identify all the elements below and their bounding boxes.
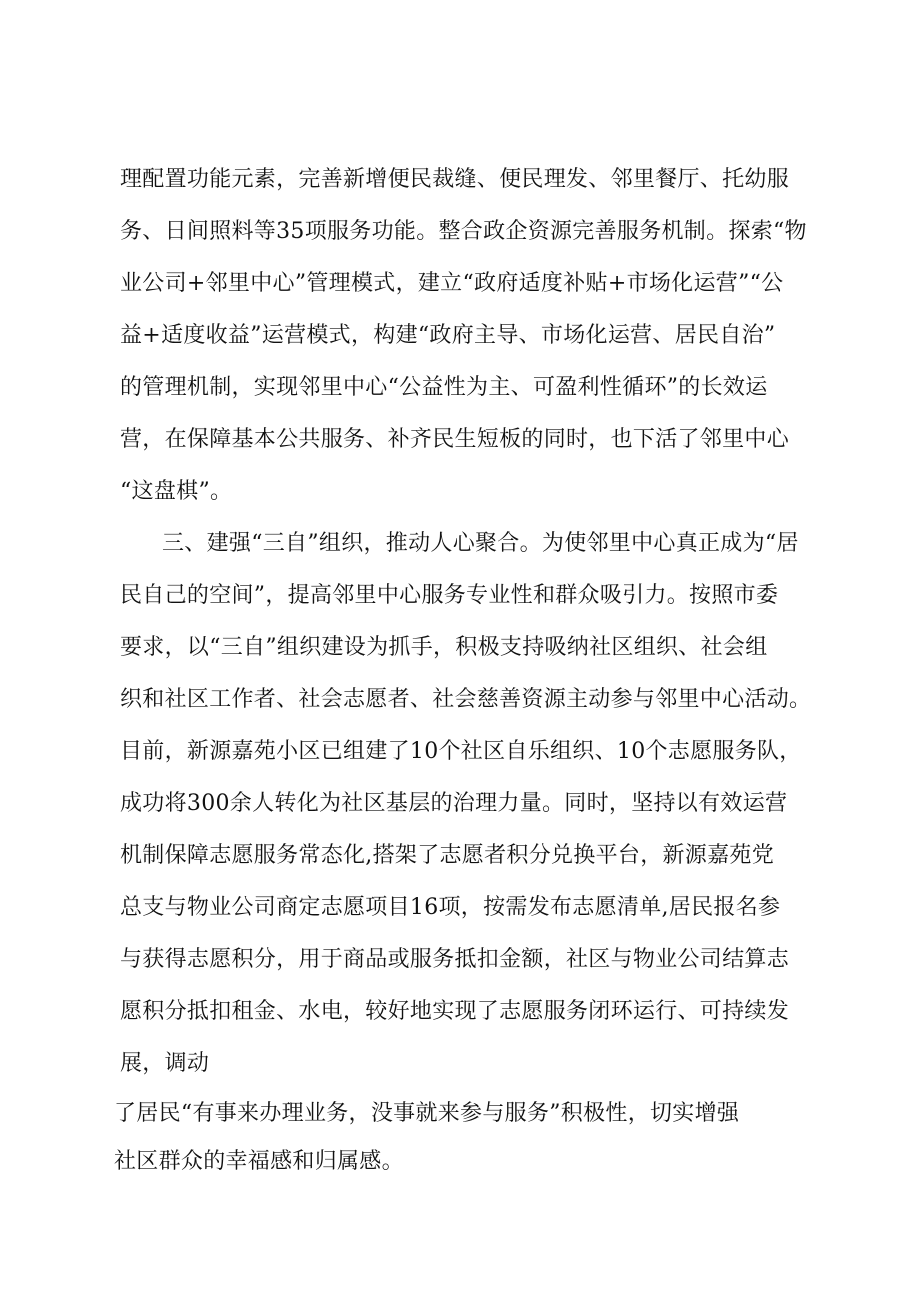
- paragraph-2-line-2: 民自己的空间”，提高邻里中心服务专业性和群众吸引力。按照市委: [120, 583, 779, 608]
- paragraph-2-line-10: 愿积分抵扣租金、水电，较好地实现了志愿服务闭环运行、可持续发: [120, 999, 790, 1024]
- paragraph-2-line-3: 要求，以“三自”组织建设为抓手，积极支持吸纳社区组织、社会组: [120, 635, 768, 660]
- paragraph-1-line-1: 理配置功能元素，完善新增便民裁缝、便民理发、邻里餐厅、托幼服: [120, 167, 790, 192]
- paragraph-1-line-4: 益+适度收益”运营模式，构建“政府主导、市场化运营、居民自治”: [120, 323, 776, 348]
- paragraph-2-line-1: 三、建强“三自”组织，推动人心聚合。为使邻里中心真正成为“居: [162, 531, 799, 556]
- paragraph-2-line-6: 成功将300余人转化为社区基层的治理力量。同时，坚持以有效运营: [120, 791, 788, 816]
- paragraph-2-line-8: 总支与物业公司商定志愿项目16项，按需发布志愿清单,居民报名参: [120, 895, 781, 920]
- paragraph-2-line-11: 展，调动: [120, 1051, 210, 1076]
- paragraph-2-line-9: 与获得志愿积分，用于商品或服务抵扣金额，社区与物业公司结算志: [120, 947, 790, 972]
- paragraph-1-line-2: 务、日间照料等35项服务功能。整合政企资源完善服务机制。探索“物: [120, 219, 807, 244]
- paragraph-2-line-5: 目前，新源嘉苑小区已组建了10个社区自乐组织、10个志愿服务队，: [120, 739, 802, 764]
- paragraph-3-line-2: 社区群众的幸福感和归属感。: [114, 1149, 404, 1174]
- paragraph-1-line-7: “这盘棋”。: [120, 479, 233, 504]
- paragraph-3-line-1: 了居民“有事来办理业务，没事就来参与服务”积极性，切实增强: [114, 1101, 740, 1126]
- paragraph-1-line-6: 营，在保障基本公共服务、补齐民生短板的同时，也下活了邻里中心: [120, 427, 790, 452]
- paragraph-2-line-7: 机制保障志愿服务常态化,搭架了志愿者积分兑换平台，新源嘉苑党: [120, 843, 774, 868]
- paragraph-1-line-5: 的管理机制，实现邻里中心“公益性为主、可盈利性循环”的长效运: [120, 375, 768, 400]
- paragraph-1-line-3: 业公司+邻里中心”管理模式，建立“政府适度补贴+市场化运营”“公: [120, 271, 784, 296]
- paragraph-2-line-4: 织和社区工作者、社会志愿者、社会慈善资源主动参与邻里中心活动。: [120, 687, 812, 712]
